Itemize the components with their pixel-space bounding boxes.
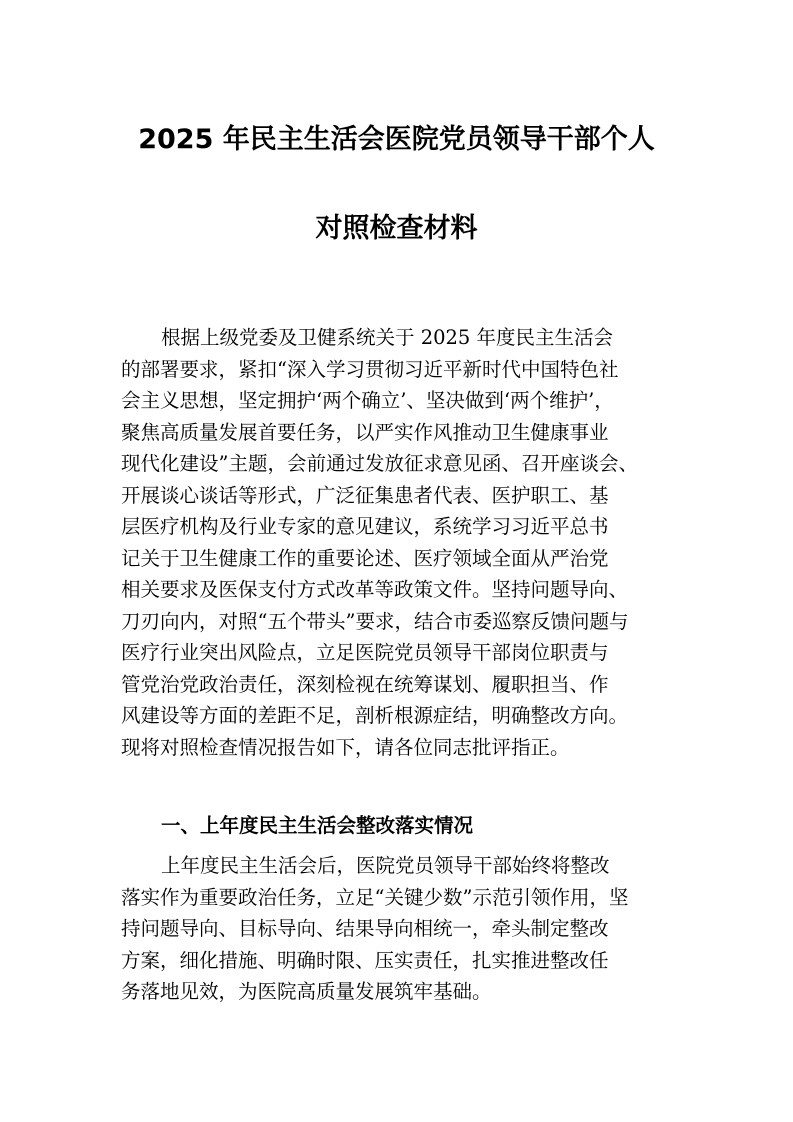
paragraph-line: 根据上级党委及卫健系统关于 2025 年度民主生活会	[161, 326, 614, 349]
section-1-paragraph	[121, 850, 673, 1008]
paragraph-line: 落实作为重要政治任务，立足“关键少数”示范引领作用，坚	[121, 885, 629, 909]
paragraph-line: 记关于卫生健康工作的重要论述、医疗领域全面从严治党	[121, 546, 609, 570]
document-title-line-2: 对照检查材料	[315, 213, 478, 244]
section-heading: 一、上年度民主生活会整改落实情况	[161, 814, 474, 837]
paragraph-line: 务落地见效，为医院高质量发展筑牢基础。	[121, 980, 492, 1003]
paragraph-line: 刀刃向内，对照“五个带头”要求，结合市委巡察反馈问题与	[121, 609, 629, 633]
paragraph-line: 方案，细化措施、明确时限、压实责任，扎实推进整改任	[121, 948, 609, 972]
paragraph-line: 开展谈心谈话等形式，广泛征集患者代表、医护职工、基	[121, 483, 609, 507]
paragraph-line: 现代化建设”主题，会前通过发放征求意见函、召开座谈会、	[121, 452, 638, 475]
paragraph-line: 上年度民主生活会后，医院党员领导干部始终将整改	[161, 854, 610, 877]
paragraph-line: 相关要求及医保支付方式改革等政策文件。坚持问题导向、	[121, 578, 629, 601]
paragraph-line: 持问题导向、目标导向、结果导向相统一，牵头制定整改	[121, 917, 609, 940]
paragraph-line: 医疗行业突出风险点，立足医院党员领导干部岗位职责与	[121, 641, 609, 664]
paragraph-line: 聚焦高质量发展首要任务，以严实作风推动卫生健康事业	[121, 420, 609, 444]
intro-paragraph	[121, 322, 673, 763]
paragraph-line: 层医疗机构及行业专家的意见建议，系统学习习近平总书	[121, 515, 609, 538]
paragraph-line: 会主义思想，坚定拥护‘两个确立’、坚决做到‘两个维护’，	[121, 389, 614, 412]
paragraph-line: 的部署要求，紧扣“深入学习贯彻习近平新时代中国特色社	[121, 357, 619, 381]
paragraph-line: 现将对照检查情况报告如下，请各位同志批评指正。	[121, 735, 570, 759]
document-title-line-1: 2025 年民主生活会医院党员领导干部个人	[138, 124, 655, 155]
paragraph-line: 管党治党政治责任，深刻检视在统筹谋划、履职担当、作	[121, 672, 609, 696]
paragraph-line: 风建设等方面的差距不足，剖析根源症结，明确整改方向。	[121, 704, 629, 727]
